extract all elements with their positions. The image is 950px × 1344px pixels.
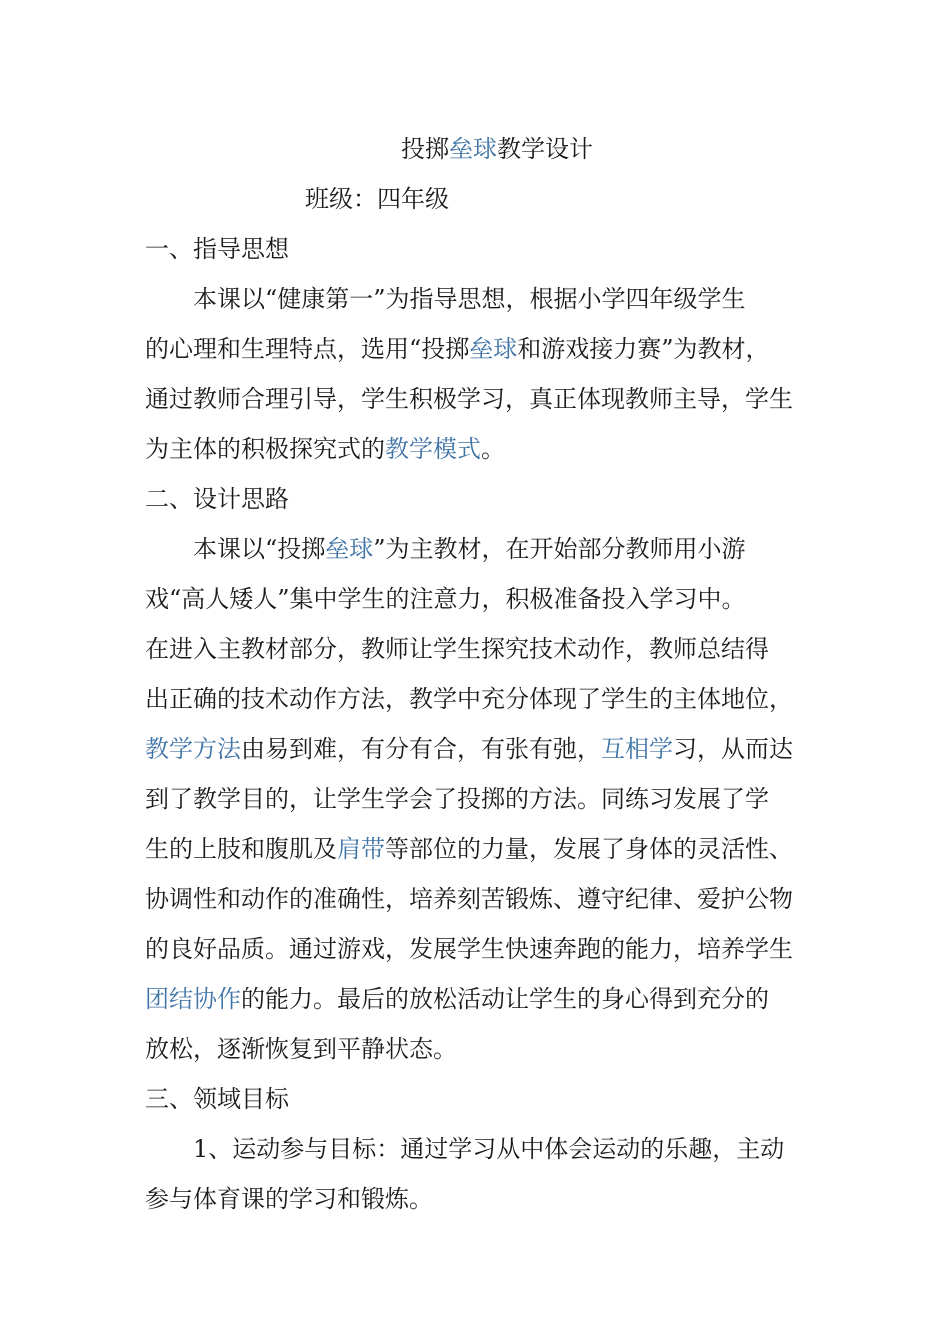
text-run: ”为主教材，在开始部分教师用小游 — [373, 535, 746, 563]
title-part: 投掷 — [401, 135, 449, 163]
paragraph-line — [145, 783, 769, 815]
text-run: 生的上肢和腹肌及 — [145, 835, 337, 863]
paragraph-line — [145, 933, 793, 965]
paragraph-line — [145, 333, 770, 365]
text-run: 和游戏接力赛”为教材， — [517, 335, 770, 363]
text-run: 1、运动参与目标：通过学习从中体会运动的乐趣，主动 — [193, 1135, 785, 1163]
text-run: 等部位的力量，发展了身体的灵活性、 — [385, 835, 793, 863]
text-run: 到了教学目的，让学生学会了投掷的方法。同练习发展了学 — [145, 785, 769, 813]
text-run: 戏“高人矮人”集中学生的注意力，积极准备投入学习中。 — [145, 585, 746, 613]
paragraph-line — [145, 883, 793, 915]
text-run: 放松，逐渐恢复到平静状态。 — [145, 1035, 457, 1063]
paragraph-line — [145, 383, 793, 415]
paragraph-line — [193, 1133, 784, 1165]
link-teaching-method[interactable]: 教学方法 — [145, 735, 241, 763]
paragraph-line — [193, 533, 746, 565]
link-mutual-learning[interactable]: 互相学 — [601, 735, 673, 763]
paragraph-line — [145, 1033, 457, 1065]
link-teamwork[interactable]: 团结协作 — [145, 985, 241, 1013]
link-softball[interactable]: 垒球 — [325, 535, 374, 563]
paragraph-line — [145, 983, 769, 1015]
paragraph-line — [145, 733, 793, 765]
section-heading: 一、指导思想 — [145, 235, 289, 263]
text-run: 的良好品质。通过游戏，发展学生快速奔跑的能力，培养学生 — [145, 935, 793, 963]
text-run: 习，从而达 — [673, 735, 793, 763]
document-title — [401, 133, 593, 165]
link-softball[interactable]: 垒球 — [469, 335, 518, 363]
text-run: 由易到难，有分有合，有张有弛， — [241, 735, 601, 763]
text-run: 出正确的技术动作方法，教学中充分体现了学生的主体地位， — [145, 685, 793, 713]
text-run: 本课以“健康第一”为指导思想，根据小学四年级学生 — [193, 285, 746, 313]
paragraph-line — [193, 283, 746, 315]
title-part: 教学设计 — [497, 135, 593, 163]
text-run: 为主体的积极探究式的 — [145, 435, 385, 463]
paragraph-line — [145, 633, 769, 665]
text-run: 在进入主教材部分，教师让学生探究技术动作，教师总结得 — [145, 635, 769, 663]
text-run: 协调性和动作的准确性，培养刻苦锻炼、遵守纪律、爱护公物 — [145, 885, 793, 913]
paragraph-line — [145, 833, 793, 865]
paragraph-line — [145, 583, 746, 615]
paragraph-line — [145, 683, 793, 715]
title-link-softball[interactable]: 垒球 — [449, 135, 497, 163]
paragraph-line — [145, 433, 505, 465]
text-run: 通过教师合理引导，学生积极学习，真正体现教师主导，学生 — [145, 385, 793, 413]
link-shoulder-girdle[interactable]: 肩带 — [337, 835, 385, 863]
class-line: 班级：四年级 — [305, 185, 449, 213]
text-run: 。 — [481, 435, 505, 463]
section-heading: 二、设计思路 — [145, 485, 289, 513]
text-run: 的能力。最后的放松活动让学生的身心得到充分的 — [241, 985, 769, 1013]
text-run: 本课以“投掷 — [193, 535, 326, 563]
link-teaching-mode[interactable]: 教学模式 — [385, 435, 481, 463]
text-run: 的心理和生理特点，选用“投掷 — [145, 335, 470, 363]
text-run: 参与体育课的学习和锻炼。 — [145, 1185, 433, 1213]
section-heading: 三、领域目标 — [145, 1085, 289, 1113]
paragraph-line — [145, 1183, 433, 1215]
